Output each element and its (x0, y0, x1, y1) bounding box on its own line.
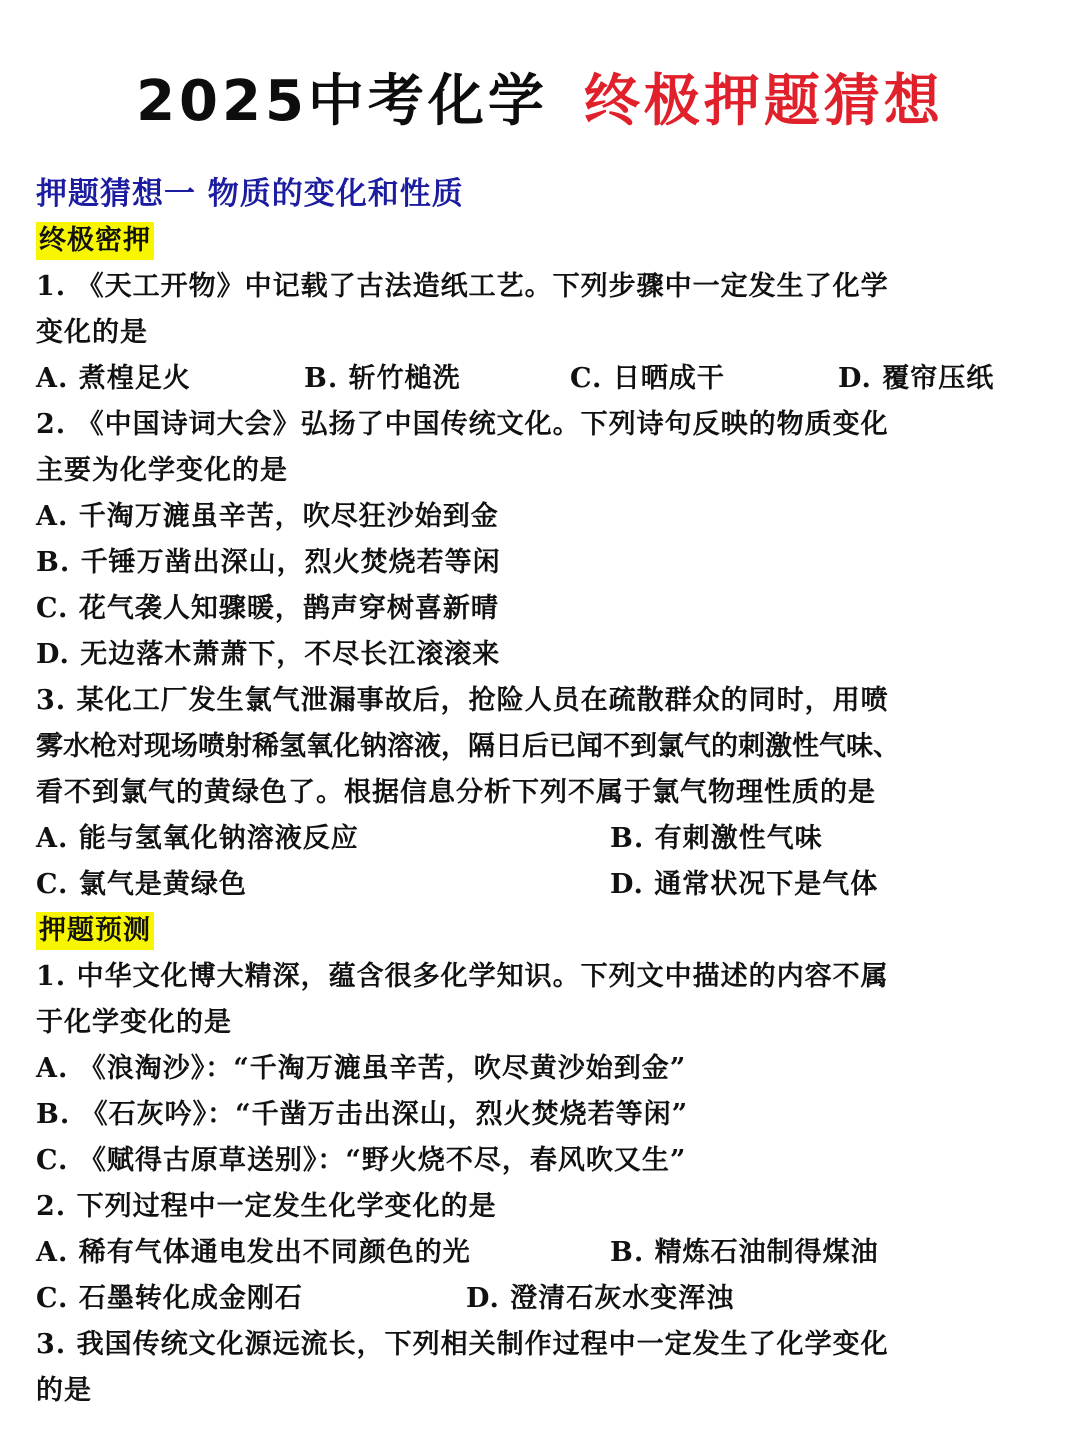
question-line: 看不到氯气的黄绿色了。根据信息分析下列不属于氯气物理性质的是 (36, 777, 876, 808)
option-row (36, 862, 1056, 908)
option-c: C. 石墨转化成金刚石 (36, 1283, 303, 1314)
predict-question-3 (36, 1322, 1056, 1414)
option-d: D. 覆帘压纸 (838, 363, 995, 394)
title-highlight: 终极押题猜想 (583, 69, 944, 134)
option-a: A. 《浪淘沙》：“千淘万漉虽辛苦，吹尽黄沙始到金” (36, 1053, 687, 1084)
option-d: D. 澄清石灰水变浑浊 (466, 1283, 735, 1314)
question-line: 变化的是 (36, 317, 148, 348)
option-a: A. 煮楻足火 (36, 363, 191, 394)
option-d: D. 通常状况下是气体 (610, 869, 879, 900)
option-c: C. 日晒成干 (570, 363, 725, 394)
title-main: 2025中考化学 (136, 69, 548, 134)
option-row (36, 816, 1056, 862)
option-row (36, 356, 1056, 402)
question-line: 1. 《天工开物》中记载了古法造纸工艺。下列步骤中一定发生了化学 (36, 271, 889, 302)
question-line: 雾水枪对现场喷射稀氢氧化钠溶液，隔日后已闻不到氯气的刺激性气味、 (36, 731, 900, 762)
option-b: B. 精炼石油制得煤油 (610, 1237, 879, 1268)
question-line: 1. 中华文化博大精深，蕴含很多化学知识。下列文中描述的内容不属 (36, 961, 889, 992)
option-a: A. 千淘万漉虽辛苦，吹尽狂沙始到金 (36, 501, 499, 532)
option-b: B. 斩竹槌洗 (304, 363, 461, 394)
question-line: 主要为化学变化的是 (36, 455, 288, 486)
question-line: 3. 我国传统文化源远流长，下列相关制作过程中一定发生了化学变化 (36, 1329, 889, 1360)
content (36, 170, 1056, 1414)
page-title (0, 66, 1080, 138)
predict-question-1 (36, 954, 1056, 1184)
option-b: B. 《石灰吟》：“千凿万击出深山，烈火焚烧若等闲” (36, 1099, 689, 1130)
predict-block (36, 908, 1056, 1414)
option-row (36, 1276, 1056, 1322)
final-label: 终极密押 (36, 222, 154, 260)
question-line: 3. 某化工厂发生氯气泄漏事故后，抢险人员在疏散群众的同时，用喷 (36, 685, 889, 716)
final-question-2 (36, 402, 1056, 678)
question-line: 于化学变化的是 (36, 1007, 232, 1038)
option-a: A. 能与氢氧化钠溶液反应 (36, 823, 359, 854)
option-row (36, 1230, 1056, 1276)
question-line: 的是 (36, 1375, 92, 1406)
predict-question-2 (36, 1184, 1056, 1322)
option-b: B. 千锤万凿出深山，烈火焚烧若等闲 (36, 547, 501, 578)
final-question-3 (36, 678, 1056, 908)
section-title: 押题猜想一 物质的变化和性质 (36, 176, 464, 212)
option-c: C. 《赋得古原草送别》：“野火烧不尽，春风吹又生” (36, 1145, 687, 1176)
final-block (36, 218, 1056, 908)
question-line: 2. 下列过程中一定发生化学变化的是 (36, 1191, 497, 1222)
predict-label: 押题预测 (36, 912, 154, 950)
option-b: B. 有刺激性气味 (610, 823, 823, 854)
question-line: 2. 《中国诗词大会》弘扬了中国传统文化。下列诗句反映的物质变化 (36, 409, 889, 440)
final-question-1 (36, 264, 1056, 402)
option-c: C. 氯气是黄绿色 (36, 869, 247, 900)
option-a: A. 稀有气体通电发出不同颜色的光 (36, 1237, 471, 1268)
option-c: C. 花气袭人知骤暖，鹊声穿树喜新晴 (36, 593, 499, 624)
option-d: D. 无边落木萧萧下，不尽长江滚滚来 (36, 639, 501, 670)
